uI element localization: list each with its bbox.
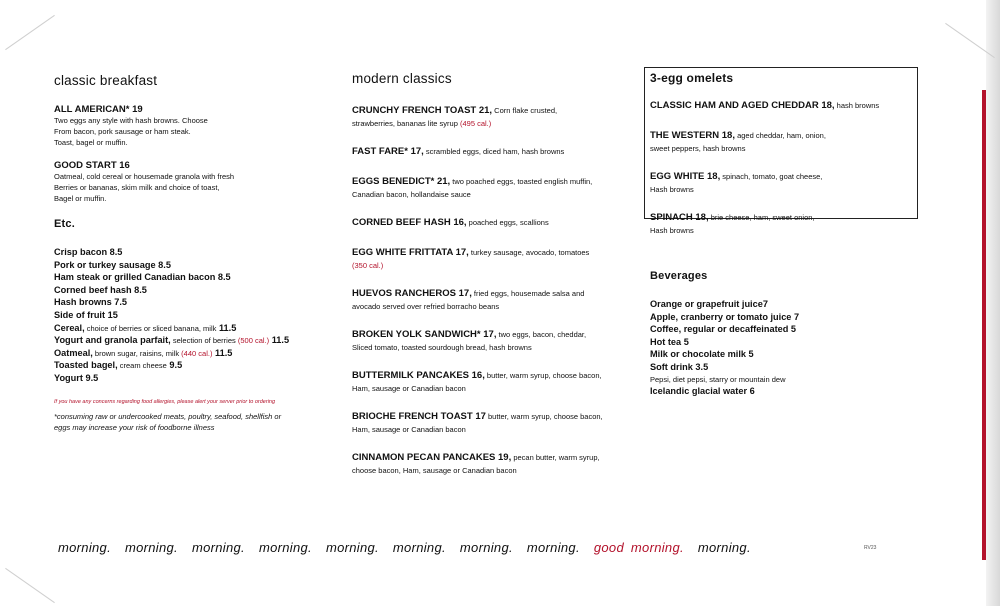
item-desc: Two eggs any style with hash browns. Choose — [54, 116, 208, 125]
beverage-line: Icelandic glacial water 6 — [650, 385, 755, 396]
etc-line-main: Cereal, — [54, 322, 85, 333]
beverage-line: Orange or grapefruit juice7 — [650, 299, 768, 309]
beverage-line: Milk or chocolate milk 5 — [650, 349, 754, 360]
menu-item — [352, 283, 617, 312]
item-line — [352, 141, 617, 159]
item-name: HUEVOS RANCHEROS 17, — [352, 288, 472, 299]
fold-line — [5, 568, 55, 603]
item-name: FAST FARE* 17, — [352, 146, 424, 157]
item-desc: poached eggs, scallions — [466, 218, 549, 227]
item-desc: spinach, tomato, goat cheese, — [720, 172, 823, 181]
item-desc: Corn flake crusted, — [492, 106, 558, 115]
footer-word: morning. — [697, 540, 751, 555]
item-name: GOOD START 16 — [54, 160, 130, 171]
section-title-classic-breakfast: classic breakfast — [54, 73, 158, 88]
item-line — [650, 125, 920, 143]
etc-line — [54, 347, 319, 360]
footer-word: morning. — [526, 540, 580, 555]
item-desc: Ham, sausage or Canadian bacon — [352, 425, 466, 434]
item-desc: Bagel or muffin. — [54, 194, 107, 203]
item-name: ALL AMERICAN* 19 — [54, 104, 143, 115]
etc-line-price: 11.5 — [216, 322, 237, 333]
etc-line-main: Yogurt 9.5 — [54, 372, 99, 383]
item-line — [352, 283, 617, 301]
footer-word-highlight: good morning. — [593, 540, 684, 555]
etc-line-main: Ham steak or grilled Canadian bacon 8.5 — [54, 272, 231, 283]
etc-line — [54, 309, 319, 322]
footer-word: morning. — [258, 540, 312, 555]
raw-food-note — [54, 411, 319, 433]
menu-item — [352, 406, 617, 435]
footer-word: morning. — [325, 540, 379, 555]
item-line — [352, 242, 617, 260]
item-desc: scrambled eggs, diced ham, hash browns — [423, 147, 565, 156]
item-name: CLASSIC HAM AND AGED CHEDDAR 18, — [650, 100, 835, 111]
item-calories: (495 cal.) — [457, 119, 492, 128]
etc-line — [54, 334, 319, 347]
etc-line — [54, 296, 319, 309]
etc-line-desc: choice of berries or sliced banana, milk — [84, 323, 217, 333]
item-line — [352, 100, 617, 118]
etc-line-calories: (500 cal.) — [235, 336, 270, 346]
item-line — [352, 465, 617, 476]
item-line — [352, 447, 617, 465]
etc-line-price: 11.5 — [269, 335, 290, 346]
item-name: EGG WHITE 18, — [650, 171, 721, 182]
menu-item — [54, 104, 319, 148]
etc-line-desc: brown sugar, raisins, milk — [92, 348, 180, 358]
etc-line — [54, 322, 319, 335]
column-right — [650, 68, 920, 397]
etc-list — [54, 246, 319, 385]
red-binding-strip — [982, 90, 986, 560]
item-line — [352, 342, 617, 353]
item-desc: turkey sausage, avocado, tomatoes — [468, 248, 590, 257]
item-desc: avocado served over refried borracho beans — [352, 302, 500, 311]
item-desc: two eggs, bacon, cheddar, — [496, 330, 587, 339]
item-name: SPINACH 18, — [650, 212, 709, 223]
etc-line — [54, 259, 319, 272]
item-desc: hash browns — [834, 101, 880, 110]
item-name: THE WESTERN 18, — [650, 130, 735, 141]
item-line — [352, 424, 617, 435]
menu-item — [352, 141, 617, 159]
section-title-beverages: Beverages — [650, 270, 708, 282]
item-desc: Berries or bananas, skim milk and choice of toast, — [54, 183, 220, 192]
item-desc: From bacon, pork sausage or ham steak. — [54, 127, 191, 136]
item-desc: Ham, sausage or Canadian bacon — [352, 384, 466, 393]
section-title-etc: Etc. — [54, 218, 75, 230]
footer-word: morning. — [459, 540, 513, 555]
menu-item — [352, 447, 617, 476]
footer-word: morning. — [124, 540, 178, 555]
item-desc: Toast, bagel or muffin. — [54, 138, 128, 147]
item-name: CORNED BEEF HASH 16, — [352, 217, 467, 228]
item-name: BRIOCHE FRENCH TOAST 17 — [352, 411, 486, 422]
etc-line — [54, 359, 319, 372]
beverage-line: Coffee, regular or decaffeinated 5 — [650, 324, 797, 335]
footer-tagline — [58, 540, 765, 555]
item-line — [352, 383, 617, 394]
item-name: CRUNCHY FRENCH TOAST 21, — [352, 105, 493, 116]
etc-line — [54, 372, 319, 385]
etc-line-calories: (440 cal.) — [179, 348, 213, 358]
breakfast-list — [54, 104, 319, 204]
item-name: EGG WHITE FRITTATA 17, — [352, 247, 469, 258]
item-line — [352, 406, 617, 424]
section-title-omelets: 3-egg omelets — [650, 71, 734, 85]
item-line — [352, 365, 617, 383]
beverage-line: Hot tea 5 — [650, 336, 689, 347]
modern-list — [352, 100, 617, 476]
item-line — [352, 189, 617, 200]
menu-item — [650, 207, 920, 236]
beverage-list — [650, 298, 920, 397]
menu-item — [352, 171, 617, 200]
item-line — [352, 171, 617, 189]
column-left — [54, 68, 319, 433]
menu-item — [650, 125, 920, 154]
item-name: BROKEN YOLK SANDWICH* 17, — [352, 329, 497, 340]
item-line — [352, 212, 617, 230]
etc-line-main: Toasted bagel, — [54, 360, 118, 371]
item-name: EGGS BENEDICT* 21, — [352, 176, 451, 187]
item-desc: strawberries, bananas lite syrup — [352, 119, 458, 128]
menu-item — [650, 95, 920, 113]
fold-line — [5, 15, 55, 50]
etc-line — [54, 271, 319, 284]
footer-word: morning. — [58, 540, 111, 555]
item-line — [352, 301, 617, 312]
footer-word: morning. — [392, 540, 446, 555]
omelet-list — [650, 95, 920, 236]
item-desc: butter, warm syrup, choose bacon, — [485, 412, 603, 421]
item-desc: Hash browns — [650, 226, 694, 235]
menu-item — [54, 160, 319, 204]
etc-line-main: Oatmeal, — [54, 347, 93, 358]
item-calories: (350 cal.) — [352, 261, 384, 270]
etc-line-main: Crisp bacon 8.5 — [54, 247, 123, 257]
menu-item — [352, 365, 617, 394]
item-desc: aged cheddar, ham, onion, — [735, 131, 826, 140]
menu-item — [352, 324, 617, 353]
beverage-sub: Pepsi, diet pepsi, starry or mountain dew — [650, 374, 786, 384]
item-desc: sweet peppers, hash browns — [650, 144, 746, 153]
menu-item — [650, 166, 920, 195]
etc-line-main: Yogurt and granola parfait, — [54, 335, 171, 346]
allergy-note: If you have any concerns regarding food allergies, please alert your server prior to ordering — [54, 398, 276, 405]
beverage-line: Soft drink 3.5 — [650, 361, 709, 372]
item-desc: Oatmeal, cold cereal or housemade granola with fresh — [54, 172, 235, 181]
etc-line-main: Side of fruit 15 — [54, 309, 118, 320]
etc-line — [54, 246, 319, 259]
item-line — [650, 207, 920, 225]
item-desc: Hash browns — [650, 185, 694, 194]
item-name: CINNAMON PECAN PANCAKES 19, — [352, 452, 512, 463]
item-desc: fried eggs, housemade salsa and — [471, 289, 585, 298]
etc-line-main: Corned beef hash 8.5 — [54, 284, 147, 295]
item-desc: pecan butter, warm syrup, — [511, 453, 600, 462]
footer-word: morning. — [191, 540, 245, 555]
etc-line-desc: cream cheese — [117, 361, 167, 371]
raw-note-line: eggs may increase your risk of foodborne illness — [54, 422, 215, 432]
raw-note-line: *consuming raw or undercooked meats, poultry, seafood, shellfish or — [54, 411, 282, 421]
beverage-line: Apple, cranberry or tomato juice 7 — [650, 311, 800, 322]
page-edge — [986, 0, 1000, 606]
item-desc: Canadian bacon, hollandaise sauce — [352, 190, 471, 199]
etc-line — [54, 284, 319, 297]
etc-line-desc: selection of berries — [170, 336, 236, 346]
print-code: RV23 — [864, 545, 877, 551]
item-line — [650, 166, 920, 184]
etc-line-main: Pork or turkey sausage 8.5 — [54, 259, 171, 270]
item-desc: choose bacon, Ham, sausage or Canadian bacon — [352, 466, 517, 475]
menu-item — [352, 212, 617, 230]
item-line — [650, 95, 920, 113]
item-desc: two poached eggs, toasted english muffin, — [450, 177, 593, 186]
item-line — [352, 118, 617, 129]
item-name: BUTTERMILK PANCAKES 16, — [352, 370, 485, 381]
menu-item — [352, 100, 617, 129]
item-line — [352, 324, 617, 342]
item-desc: butter, warm syrup, choose bacon, — [484, 371, 602, 380]
section-title-modern-classics: modern classics — [352, 71, 452, 86]
item-desc: Sliced tomato, toasted sourdough bread, hash browns — [352, 343, 532, 352]
item-line — [352, 260, 617, 271]
etc-line-main: Hash browns 7.5 — [54, 297, 128, 308]
etc-line-price: 9.5 — [166, 360, 183, 371]
menu-item — [352, 242, 617, 271]
column-middle — [352, 68, 617, 476]
item-desc: brie cheese, ham, sweet onion, — [708, 213, 815, 222]
etc-line-price: 11.5 — [212, 347, 233, 358]
